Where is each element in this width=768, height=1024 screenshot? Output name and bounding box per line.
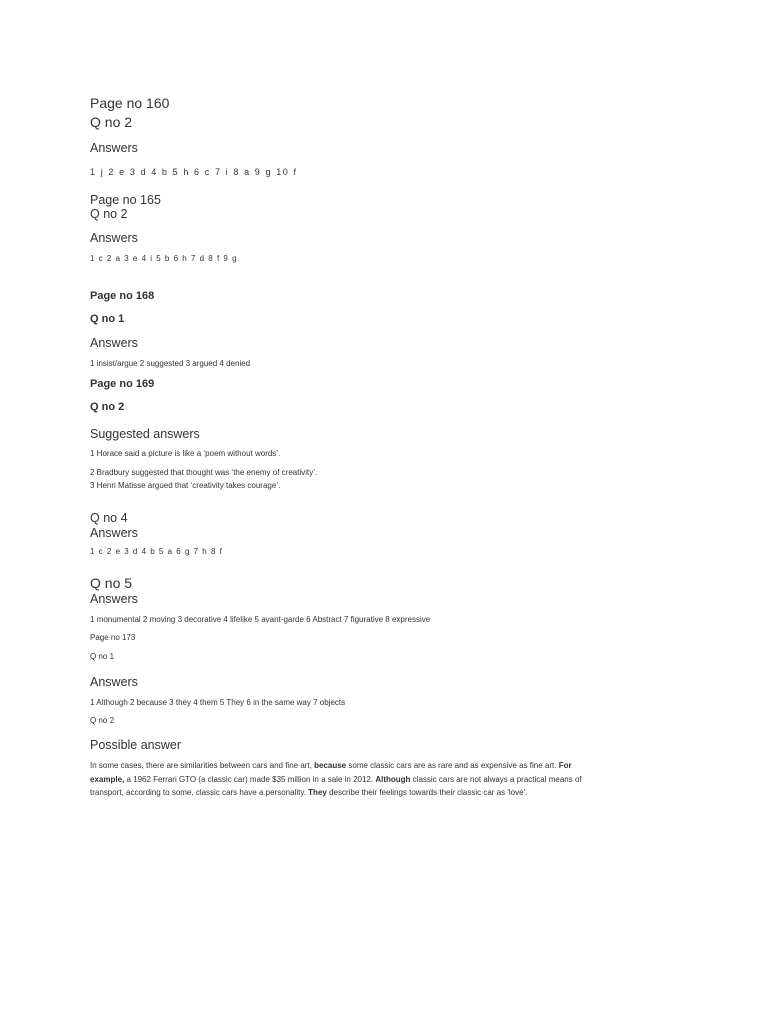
answers-heading: Answers <box>90 675 138 689</box>
answer-key: 1 Although 2 because 3 they 4 them 5 They 6 in the same way 7 objects <box>90 698 346 707</box>
answer-key: 1 c 2 e 3 d 4 b 5 a 6 g 7 h 8 f <box>90 547 223 556</box>
page-number-160: Page no 160 <box>90 95 170 111</box>
page-number-168: Page no 168 <box>90 290 155 302</box>
question-number: Q no 5 <box>90 575 133 591</box>
answers-heading: Answers <box>90 592 138 606</box>
answers-heading: Answers <box>90 231 138 245</box>
suggested-answer-line: 2 Bradbury suggested that thought was ‘the enemy of creativity’. <box>90 468 318 477</box>
answer-key: 1 insist/argue 2 suggested 3 argued 4 denied <box>90 359 251 368</box>
possible-answer-paragraph: In some cases, there are similarities between cars and fine art, because some classic cars are as rare and as expensive as fine art. For example, a 1962 Ferrari GTO (a classic car) made $35 million in a sale in 2012. Although classic cars are not always a practical means of transport, according to some, classic cars have a personality. They describe their feelings towards their classic car as 'love'. <box>90 761 582 797</box>
question-number: Q no 2 <box>90 401 125 413</box>
answers-heading: Answers <box>90 141 138 155</box>
suggested-answer-line: 1 Horace said a picture is like a ‘poem without words’. <box>90 449 281 458</box>
page-number-165: Page no 165 <box>90 193 161 207</box>
answers-heading: Answers <box>90 336 138 350</box>
page-number-169: Page no 169 <box>90 378 155 390</box>
answer-key: 1 monumental 2 moving 3 decorative 4 lifelike 5 avant-garde 6 Abstract 7 figurative 8 expressive <box>90 615 431 624</box>
answers-heading: Answers <box>90 526 138 540</box>
question-number: Q no 2 <box>90 716 115 725</box>
question-number: Q no 1 <box>90 313 125 325</box>
question-number: Q no 1 <box>90 652 115 661</box>
possible-answer-heading: Possible answer <box>90 738 182 752</box>
answer-key: 1 j 2 e 3 d 4 b 5 h 6 c 7 i 8 a 9 g 10 f <box>90 167 298 177</box>
question-number: Q no 2 <box>90 114 133 130</box>
suggested-answer-line: 3 Henri Matisse argued that ‘creativity takes courage’. <box>90 481 281 490</box>
suggested-answers-heading: Suggested answers <box>90 427 200 441</box>
page-number-173: Page no 173 <box>90 633 136 642</box>
question-number: Q no 4 <box>90 511 128 525</box>
answer-key: 1 c 2 a 3 e 4 i 5 b 6 h 7 d 8 f 9 g <box>90 254 238 263</box>
question-number: Q no 2 <box>90 207 128 221</box>
